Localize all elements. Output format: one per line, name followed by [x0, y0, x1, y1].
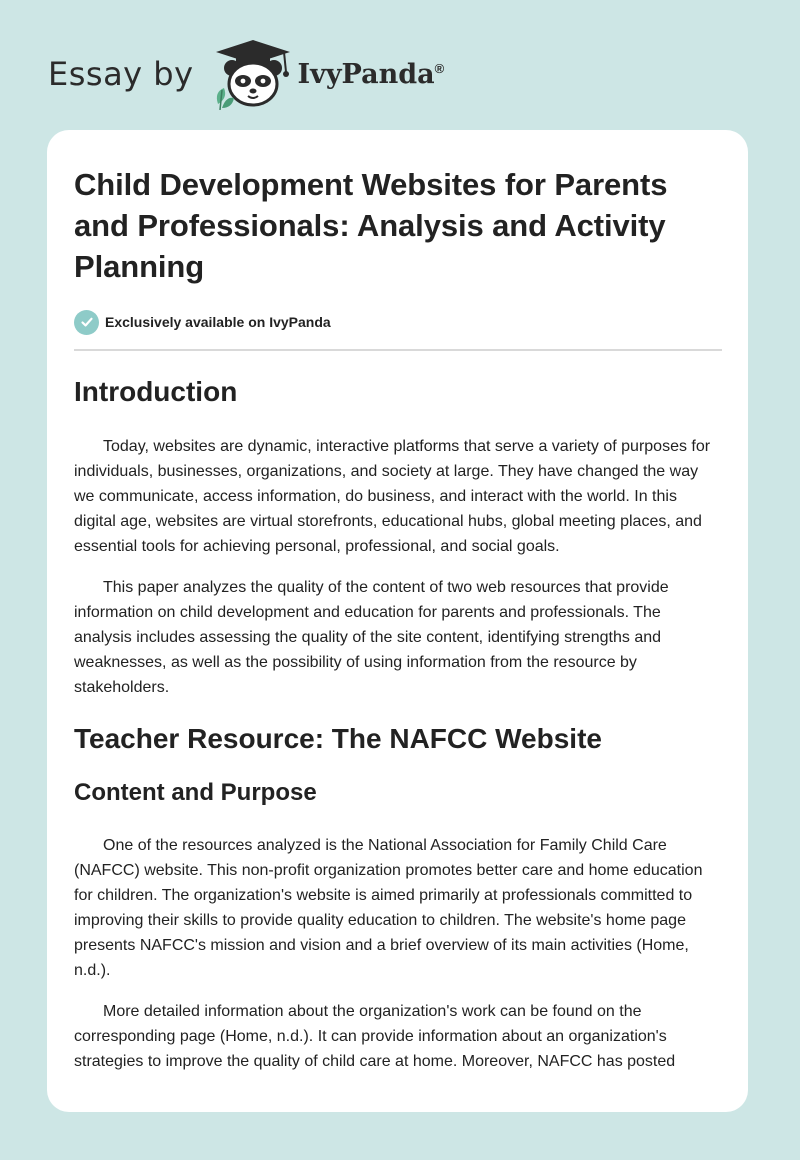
- check-circle-icon: [74, 310, 99, 335]
- brand-header[interactable]: [48, 34, 444, 114]
- subsection-heading-content-purpose: Content and Purpose: [74, 779, 317, 806]
- section-heading-teacher-resource: Teacher Resource: The NAFCC Website: [74, 723, 602, 754]
- article-title: Child Development Websites for Parents and Professionals: Analysis and Activity Planning: [74, 167, 668, 284]
- panda-graduate-icon: [208, 38, 298, 110]
- paragraph: One of the resources analyzed is the National Association for Family Child Care (NAFCC) website. This non-profit organization promotes better care and home education for children. The organization's website is aimed primarily at professionals committed to improving their skills to provide quality education to children. The website's home page presents NAFCC's mission and vision and a brief overview of its main activities (Home, n.d.).: [74, 837, 703, 979]
- brand-prefix: Essay by: [48, 55, 194, 93]
- brand-name-text: IvyPanda: [297, 58, 435, 90]
- paragraph: More detailed information about the organization's work can be found on the corresponding page (Home, n.d.). It can provide information about an organization's strategies to improve the quality of child care at home. Moreover, NAFCC has posted: [74, 1003, 676, 1070]
- brand-name: [297, 58, 445, 90]
- title-divider: [74, 349, 722, 351]
- exclusive-badge-label: Exclusively available on IvyPanda: [105, 314, 331, 330]
- section-heading-introduction: Introduction: [74, 376, 238, 407]
- exclusive-badge: [74, 307, 722, 337]
- paragraph: This paper analyzes the quality of the content of two web resources that provide information on child development and education for parents and professionals. The analysis includes assessing the quality of the site content, identifying strengths and weaknesses, as well as the possibility of using information from the resource by stakeholders.: [74, 579, 669, 696]
- paragraph: Today, websites are dynamic, interactive platforms that serve a variety of purposes for individuals, businesses, organizations, and society at large. They have changed the way we communicate, access information, do business, and interact with the world. In this digital age, websites are virtual storefronts, educational hubs, global meeting places, and essential tools for achieving personal, professional, and social goals.: [74, 438, 711, 555]
- article-card: [47, 130, 748, 1112]
- registered-mark: ®: [434, 60, 445, 76]
